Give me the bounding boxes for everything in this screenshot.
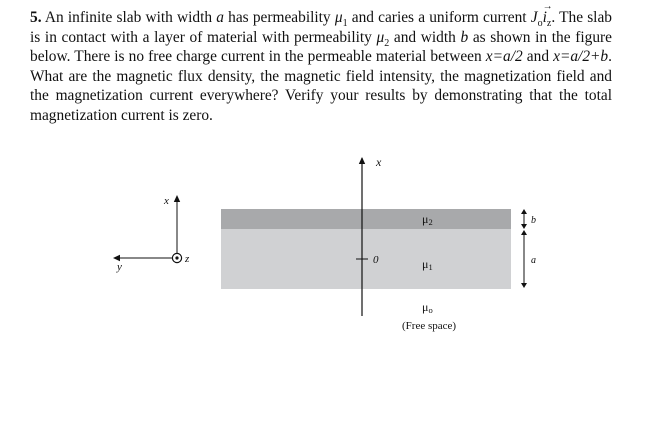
var-b: b: [460, 28, 469, 46]
mu2-subscript: 2: [384, 37, 390, 49]
mu2-layer: [221, 209, 511, 229]
triad-z-dot-icon: [175, 256, 178, 259]
current-J: J: [530, 9, 538, 26]
problem-number: 5.: [30, 9, 42, 26]
origin-label: 0: [373, 254, 379, 266]
unit-vector-i: i →: [543, 8, 547, 28]
triad-x-label: x: [164, 195, 169, 207]
problem-text-6: as shown in the figure below. There is no free charge current in the permeable material between: [30, 28, 612, 66]
dimension-a-label: a: [531, 255, 536, 266]
dimension-a: [521, 230, 536, 288]
main-x-axis-label: x: [376, 155, 382, 169]
var-a: a: [216, 9, 224, 26]
equation-1: x=a/2: [485, 48, 523, 66]
problem-text-5: and width: [393, 28, 456, 46]
problem-text-2: has permeability: [228, 9, 331, 26]
problem-text-3: and caries a uniform current: [351, 9, 527, 26]
free-space-label: (Free space): [402, 320, 457, 332]
problem-text-4: . The slab is in contact with a layer of material with permeability: [30, 9, 612, 46]
current-J-subscript: o: [537, 18, 543, 30]
problem-text-1: An infinite slab with width: [44, 9, 213, 26]
mu2-label: μ2: [422, 212, 433, 227]
mu1-subscript: 1: [342, 18, 348, 30]
equation-2: x=a/2+b: [553, 48, 609, 66]
triad-z-label: z: [185, 253, 190, 265]
mu2-symbol: μ: [376, 28, 385, 46]
triad-y-label: y: [117, 261, 122, 273]
mu1-label: μ1: [422, 257, 433, 272]
problem-text-7: and: [526, 48, 550, 66]
unit-vector-subscript: z: [546, 18, 552, 30]
problem-text-8: . What are the magnetic flux density, the magnetic field intensity, the magnetization field and the magnetization current everywhere? Verify your results by demonstrating that the total magnetization current is zero.: [30, 48, 612, 124]
coordinate-triad: [114, 195, 190, 273]
dimension-b: [521, 209, 536, 229]
mu0-label: μo: [422, 300, 433, 315]
dimension-b-label: b: [531, 215, 536, 226]
mu1-symbol: μ: [334, 9, 343, 26]
